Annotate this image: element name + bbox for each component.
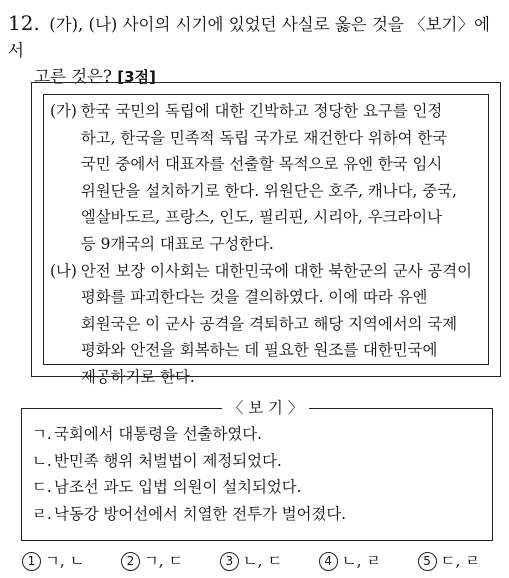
bogi-item-text: 낙동강 방어선에서 치열한 전투가 벌어졌다. bbox=[54, 504, 347, 523]
question-line-1 bbox=[8, 10, 503, 64]
passage-inner-box bbox=[43, 94, 489, 386]
bogi-box bbox=[21, 399, 493, 541]
passage-na-line: 제공하기로 한다. bbox=[80, 367, 195, 386]
bogi-item bbox=[32, 421, 346, 448]
question-number: 12. bbox=[8, 11, 40, 35]
bogi-item-text: 국회에서 대통령을 선출하였다. bbox=[54, 425, 262, 443]
passage-na-line: 평화와 안전을 회복하는 데 필요한 원조를 대한민국에 bbox=[80, 341, 438, 360]
passage-ga-line: 하고, 한국을 민족적 독립 국가로 재건한다 위하여 한국 bbox=[80, 128, 448, 147]
bogi-item-key: ㄴ. bbox=[32, 451, 52, 470]
question-stem bbox=[8, 10, 503, 90]
passage-na-marker: (나) bbox=[50, 261, 77, 280]
passage-na-lines bbox=[81, 258, 482, 391]
bogi-item-text: 남조선 과도 입법 의원이 설치되었다. bbox=[54, 478, 302, 496]
passage-ga-line: 등 9개국의 대표로 구성한다. bbox=[80, 234, 274, 253]
choice-text: ㄷ, ㄹ bbox=[440, 552, 481, 570]
passage-ga-line: 위원단을 설치하기로 한다. 위원단은 호주, 캐나다, 중국, bbox=[80, 181, 457, 200]
passage-na bbox=[50, 258, 482, 391]
bogi-item-text: 반민족 행위 처벌법이 제정되었다. bbox=[54, 451, 282, 470]
question-text-1: (가), (나) 사이의 시기에 있었던 사실로 옳은 것을 〈보기〉에서 bbox=[8, 15, 490, 60]
passage-ga-line: 엘살바도르, 프랑스, 인도, 필리핀, 시리아, 우크라이나 bbox=[80, 208, 443, 227]
passage-ga bbox=[50, 98, 482, 258]
choice-number-circle: 1 bbox=[22, 552, 41, 571]
answer-choices bbox=[22, 548, 502, 574]
question-score: [3점] bbox=[117, 68, 156, 86]
answer-choice-2[interactable] bbox=[121, 548, 215, 574]
choice-text: ㄴ, ㄹ bbox=[341, 552, 382, 570]
choice-number-circle: 5 bbox=[418, 552, 437, 571]
passage-ga-lines bbox=[81, 98, 482, 258]
bogi-item bbox=[32, 448, 346, 475]
bogi-list bbox=[32, 421, 346, 527]
bogi-item-key: ㄱ. bbox=[32, 425, 52, 443]
choice-number-circle: 2 bbox=[121, 552, 140, 571]
choice-text: ㄱ, ㄷ bbox=[143, 552, 184, 570]
choice-number-circle: 4 bbox=[319, 552, 338, 571]
choice-text: ㄱ, ㄴ bbox=[45, 552, 85, 570]
passage-ga-line: 국민 중에서 대표자를 선출할 목적으로 유엔 한국 임시 bbox=[80, 155, 443, 174]
answer-choice-1[interactable] bbox=[22, 548, 116, 574]
choice-number-circle: 3 bbox=[220, 552, 239, 571]
answer-choice-5[interactable] bbox=[418, 548, 509, 574]
bogi-item-key: ㄷ. bbox=[32, 478, 52, 496]
passage-outer-box bbox=[31, 82, 501, 386]
passage-na-line: 평화를 파괴한다는 것을 결의하였다. 이에 따라 유엔 bbox=[80, 288, 428, 307]
choice-text: ㄴ, ㄷ bbox=[242, 552, 283, 570]
bogi-item-key: ㄹ. bbox=[32, 504, 52, 523]
passage-ga-marker: (가) bbox=[50, 102, 77, 120]
passage-ga-line: 한국 국민의 독립에 대한 긴박하고 정당한 요구를 인정 bbox=[80, 102, 443, 120]
bogi-item bbox=[32, 501, 346, 528]
bogi-item bbox=[32, 474, 346, 501]
bogi-title: 〈 보 기 〉 bbox=[222, 396, 309, 420]
question-text-2: 고른 것은? bbox=[34, 67, 112, 86]
answer-choice-3[interactable] bbox=[220, 548, 314, 574]
passage-na-line: 회원국은 이 군사 공격을 격퇴하고 해당 지역에서의 국제 bbox=[80, 314, 458, 333]
passage-na-line: 안전 보장 이사회는 대한민국에 대한 북한군의 군사 공격이 bbox=[80, 261, 472, 280]
answer-choice-4[interactable] bbox=[319, 548, 413, 574]
